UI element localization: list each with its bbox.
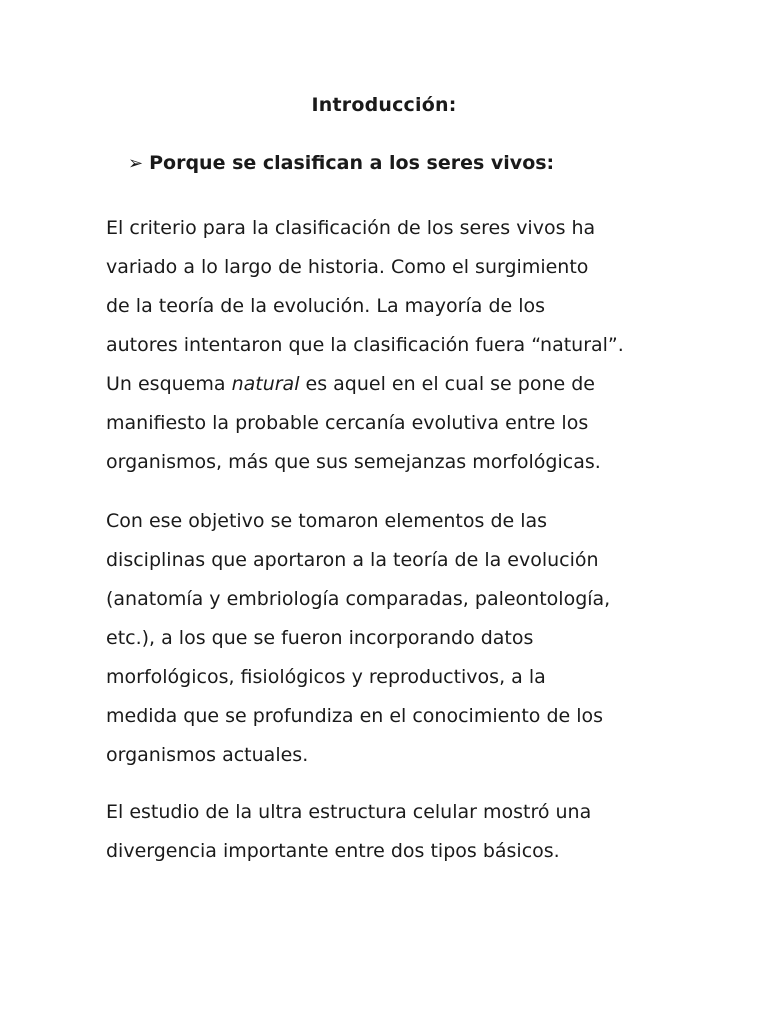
- paragraph-line: organismos actuales.: [106, 744, 309, 766]
- paragraph-2: [106, 502, 686, 775]
- paragraph-line: El estudio de la ultra estructura celular mostró una: [106, 801, 592, 823]
- paragraph-line: (anatomía y embriología comparadas, paleontología,: [106, 588, 611, 610]
- section-heading-text: Porque se clasifican a los seres vivos:: [149, 152, 555, 174]
- paragraph-line: divergencia importante entre dos tipos básicos.: [106, 840, 560, 862]
- paragraph-line: morfológicos, fisiológicos y reproductivos, a la: [106, 666, 546, 688]
- page-title: Introducción:: [311, 94, 457, 116]
- paragraph-line: de la teoría de la evolución. La mayoría de los: [106, 295, 546, 317]
- paragraph-line: variado a lo largo de historia. Como el surgimiento: [106, 256, 589, 278]
- paragraph-1: [106, 209, 686, 482]
- section-heading: [128, 152, 554, 174]
- paragraph-line: Con ese objetivo se tomaron elementos de las: [106, 510, 548, 532]
- paragraph-line: etc.), a los que se fueron incorporando datos: [106, 627, 534, 649]
- paragraph-line: organismos, más que sus semejanzas morfológicas.: [106, 451, 601, 473]
- arrow-bullet-icon: ➢: [128, 153, 144, 174]
- paragraph-line: autores intentaron que la clasificación fuera “natural”.: [106, 334, 624, 356]
- text-segment: Un esquema: [106, 373, 232, 395]
- paragraph-line: disciplinas que aportaron a la teoría de la evolución: [106, 549, 599, 571]
- paragraph-line: [106, 365, 686, 404]
- paragraph-line: El criterio para la clasificación de los seres vivos ha: [106, 217, 596, 239]
- paragraph-line: medida que se profundiza en el conocimiento de los: [106, 705, 604, 727]
- italic-term: natural: [231, 373, 300, 395]
- text-segment: es aquel en el cual se pone de: [299, 373, 595, 395]
- paragraph-3: [106, 793, 686, 871]
- paragraph-line: manifiesto la probable cercanía evolutiva entre los: [106, 412, 589, 434]
